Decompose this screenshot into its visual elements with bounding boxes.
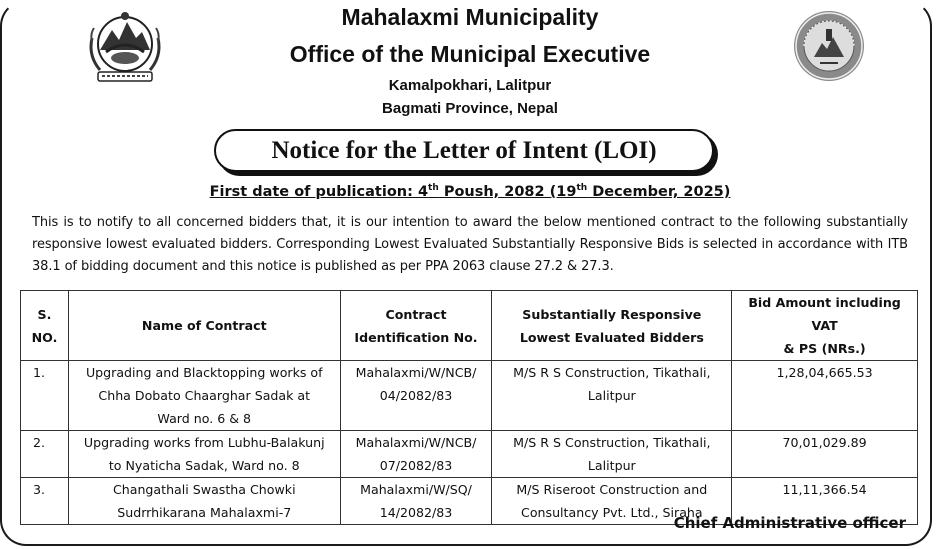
row-contract-name: Upgrading and Blacktopping works of Chha Dobato Chaarghar Sadak at Ward no. 6 & 8 (68, 361, 340, 431)
table-row (21, 431, 918, 478)
table-row (21, 361, 918, 431)
row-amount: 70,01,029.89 (732, 431, 918, 478)
row-bidder: M/S Riseroot Construction and Consultancy Pvt. Ltd., Siraha (492, 478, 732, 525)
address-line-2: Bagmati Province, Nepal (382, 100, 558, 117)
table-header-row (21, 291, 918, 361)
row-contract-id: Mahalaxmi/W/NCB/ 04/2082/83 (340, 361, 492, 431)
municipality-name: Mahalaxmi Municipality (341, 4, 599, 30)
row-contract-id: Mahalaxmi/W/NCB/ 07/2082/83 (340, 431, 492, 478)
row-sn: 2. (21, 431, 69, 478)
row-amount: 11,11,366.54 (732, 478, 918, 525)
header-id: Contract Identification No. (340, 291, 492, 361)
intro-paragraph: This is to notify to all concerned bidders that, it is our intention to award the below mentioned contract to the following substantially responsive lowest evaluated bidders. Corresponding Lowest Evaluated Substantially Responsive Bids is selected in accordance with ITB 38.1 of bidding document and this notice is published as per PPA 2063 clause 27.2 & 27.3. (32, 215, 908, 274)
header-sn: S. NO. (21, 291, 69, 361)
row-bidder: M/S R S Construction, Tikathali, Lalitpur (492, 361, 732, 431)
address-line-1: Kamalpokhari, Lalitpur (388, 77, 552, 94)
row-sn: 1. (21, 361, 69, 431)
office-name: Office of the Municipal Executive (289, 41, 651, 67)
notice-title: Notice for the Letter of Intent (LOI) (214, 129, 714, 172)
row-amount: 1,28,04,665.53 (732, 361, 918, 431)
row-contract-id: Mahalaxmi/W/SQ/ 14/2082/83 (340, 478, 492, 525)
header-bidder: Substantially Responsive Lowest Evaluated Bidders (492, 291, 732, 361)
row-contract-name: Upgrading works from Lubhu-Balakunj to Nyaticha Sadak, Ward no. 8 (68, 431, 340, 478)
contracts-table (20, 290, 918, 525)
header-amount: Bid Amount including VAT & PS (NRs.) (732, 291, 918, 361)
row-contract-name: Changathali Swastha Chowki Sudrrhikarana Mahalaxmi-7 (68, 478, 340, 525)
header-name: Name of Contract (68, 291, 340, 361)
row-bidder: M/S R S Construction, Tikathali, Lalitpur (492, 431, 732, 478)
signature-title: Chief Administrative officer (673, 514, 906, 532)
row-sn: 3. (21, 478, 69, 525)
publication-date: First date of publication: 4th Poush, 2082 (19th December, 2025) (209, 183, 731, 200)
